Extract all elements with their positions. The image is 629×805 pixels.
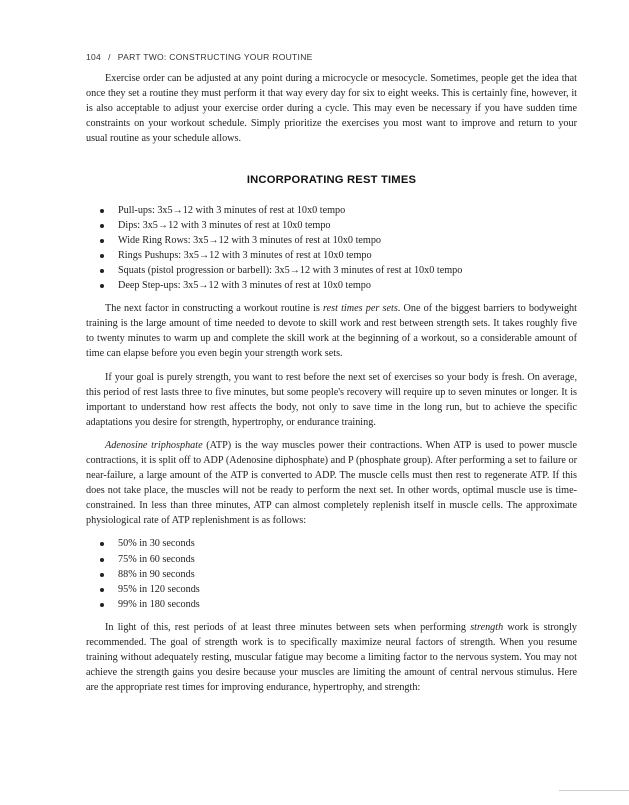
list-item: 75% in 60 seconds	[100, 552, 577, 567]
emphasis-text: Adenosine triphosphate	[105, 439, 203, 451]
list-item: Deep Step-ups: 3x5→12 with 3 minutes of rest at 10x0 tempo	[100, 278, 577, 293]
page-number: 104	[86, 52, 102, 62]
intro-paragraph: Exercise order can be adjusted at any point during a microcycle or mesocycle. Sometimes, people get the idea that once they set a routine they must perform it that way every day for six to eight weeks. This is certainly fine, however, it is also acceptable to adjust your exercise order during a cycle. This may even be necessary if you have sudden time constraints on your workout schedule. Simply prioritize the exercises you most want to improve and return to your usual routine as your schedule allows.	[86, 73, 577, 145]
list-item: Squats (pistol progression or barbell): 3x5→12 with 3 minutes of rest at 10x0 tempo	[100, 263, 577, 278]
page-body	[86, 71, 577, 703]
list-item: 99% in 180 seconds	[100, 597, 577, 612]
list-item: 50% in 30 seconds	[100, 536, 577, 551]
running-header	[86, 52, 313, 62]
section-heading: INCORPORATING REST TIMES	[246, 174, 417, 187]
list-item: Dips: 3x5→12 with 3 minutes of rest at 10x0 tempo	[100, 218, 577, 233]
scan-edge-line	[559, 790, 629, 791]
exercise-list	[86, 203, 577, 294]
replenishment-list	[86, 536, 577, 611]
list-item: Pull-ups: 3x5→12 with 3 minutes of rest at 10x0 tempo	[100, 203, 577, 218]
rest-intro-paragraph	[86, 301, 577, 361]
list-item: 88% in 90 seconds	[100, 567, 577, 582]
emphasis-text: rest times per sets	[323, 303, 398, 315]
header-separator: /	[108, 52, 111, 62]
part-title: PART TWO: CONSTRUCTING YOUR ROUTINE	[117, 52, 313, 62]
list-item: Rings Pushups: 3x5→12 with 3 minutes of rest at 10x0 tempo	[100, 248, 577, 263]
text-run: The next factor in constructing a workout routine is	[105, 303, 324, 315]
text-run: . One of the biggest barriers to bodyweight training is the large amount of time needed to devote to skill work and rest between strength sets. It takes roughly five to twenty minutes to warm up and complete the skill work at the beginning of a workout, so a considerable amount of time can elapse before you even begin your strength work sets.	[86, 303, 577, 360]
strength-goal-paragraph: If your goal is purely strength, you want to rest before the next set of exercises so your body is fresh. On average, this period of rest lasts three to five minutes, but some people's recovery will require up to seven minutes or longer. It is important to understand how rest affects the body, not only to save time in the long run, but to achieve the specific adaptations you desire for strength, hypertrophy, or endurance training.	[86, 371, 577, 428]
text-run: work is strongly recommended. The goal of strength work is to specifically maximize neural factors of strength. When you resume training without adequately resting, muscular fatigue may become a limiting factor to the nervous system. You may not achieve the strength gains you desire because your muscles are limiting the amount of central nervous stimulus. Here are the appropriate rest times for improving endurance, hypertrophy, and strength:	[86, 621, 577, 694]
list-item: 95% in 120 seconds	[100, 582, 577, 597]
text-run: (ATP) is the way muscles power their contractions. When ATP is used to power muscle contractions, it is split off to ADP (Adenosine diphosphate) and P (phosphate group). After performing a set to failure or near-failure, a large amount of the ATP is converted to ADP. The muscle cells must then rest to regenerate ATP. If this does not take place, the muscles will not be ready to perform the next set. In other words, optimal muscle use is time-constrained. In less than three minutes, ATP can almost completely replenish itself in muscle cells. The approximate physiological rate of ATP replenishment is as follows:	[86, 439, 577, 527]
emphasis-text: strength	[470, 621, 504, 633]
rest-recommendation-paragraph	[86, 620, 577, 695]
text-run: In light of this, rest periods of at least three minutes between sets when performing	[105, 621, 471, 633]
atp-paragraph	[86, 438, 577, 529]
list-item: Wide Ring Rows: 3x5→12 with 3 minutes of rest at 10x0 tempo	[100, 233, 577, 248]
